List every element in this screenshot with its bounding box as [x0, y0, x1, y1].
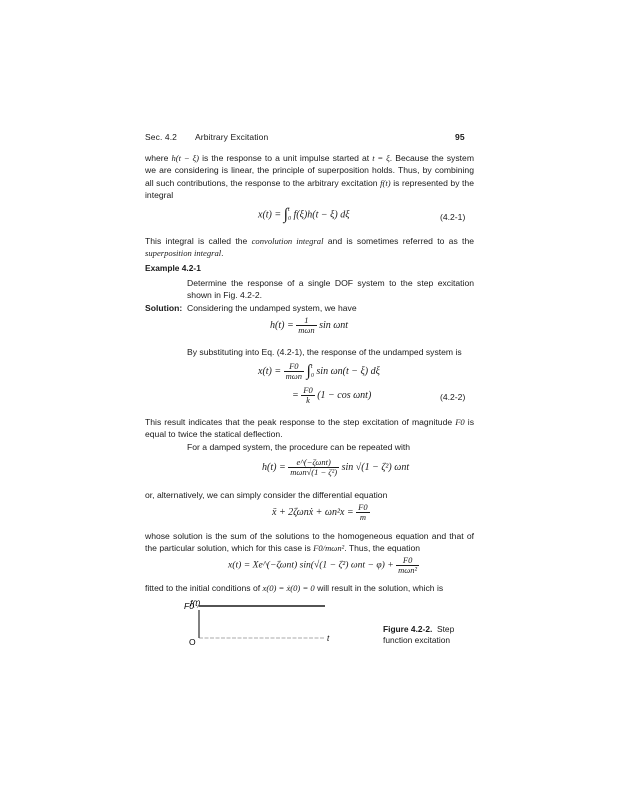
- text-run: This integral is called the: [145, 236, 252, 246]
- solution-label: Solution:: [145, 303, 183, 313]
- fraction-denominator: mωn: [298, 325, 315, 335]
- equation-number: (4.2-2): [440, 392, 466, 402]
- math-inline: F0: [455, 417, 465, 427]
- equation-undamped-result: [292, 386, 371, 405]
- equation-undamped-integral: [258, 362, 380, 381]
- integral-lower-limit: 0: [288, 216, 292, 222]
- math-inline: F0/mωn²: [313, 543, 345, 554]
- fraction: [288, 458, 339, 477]
- fraction-numerator: 1: [296, 316, 316, 326]
- fraction: [301, 386, 314, 405]
- text-run: . Because the system we are considering is linear, the principle of superposition holds. Thus, by combining all such contributions, the response to the arbitrary excitation: [145, 153, 474, 188]
- math-inline: f(t): [380, 177, 391, 188]
- equation-lhs: h(t) =: [270, 319, 294, 331]
- paragraph-initial-conditions: [145, 582, 474, 594]
- paragraph-peak-response: [145, 416, 474, 441]
- text-run: This result indicates that the peak response to the step excitation of magnitude: [145, 417, 456, 427]
- fraction-denominator: m: [359, 512, 366, 522]
- section-number: Sec. 4.2: [145, 132, 177, 142]
- text-run: fitted to the initial conditions of: [145, 583, 263, 593]
- equation-lhs: =: [292, 389, 299, 401]
- integral-upper-limit: t: [310, 363, 313, 370]
- text-run: . Thus, the equation: [344, 543, 421, 554]
- section-title: Arbitrary Excitation: [195, 132, 269, 142]
- integral-sign: ∫: [283, 206, 289, 223]
- integral-upper-limit: t: [288, 207, 290, 213]
- equation-differential: [272, 503, 370, 522]
- text-run: is the response to a unit impulse started at: [199, 153, 373, 163]
- equation-damped-impulse-response: [262, 458, 409, 477]
- fraction: [396, 556, 419, 575]
- figure-level-label: F0: [184, 601, 194, 611]
- page-number: 95: [455, 132, 465, 142]
- math-inline: t = ξ: [372, 153, 390, 163]
- equation-number: (4.2-1): [440, 212, 466, 222]
- text-run: where: [145, 153, 172, 163]
- integral-lower-limit: 0: [310, 372, 314, 379]
- paragraph-convolution-definition: [145, 235, 474, 260]
- figure-y-axis-label: f(t): [190, 598, 201, 608]
- fraction-numerator: F0: [396, 556, 419, 566]
- text-run: is equal to twice the statical deflection.: [145, 417, 475, 440]
- text-run: will result in the solution, which is: [314, 583, 444, 593]
- figure-x-axis-label: t: [327, 634, 330, 643]
- integral-sign: ∫: [306, 362, 311, 380]
- example-heading: Example 4.2-1: [145, 263, 201, 273]
- equation-rhs: sin ωnt: [319, 319, 349, 331]
- fraction: [284, 362, 304, 381]
- paragraph-substitution: By substituting into Eq. (4.2-1), the response of the undamped system is: [187, 347, 462, 357]
- figure-caption-text: Step function excitation: [383, 624, 455, 645]
- text-run: whose solution is the sum of the solutions to the homogeneous equation and that of the particular solution, which for this case is: [145, 531, 474, 554]
- equation-lhs: x(t) =: [258, 365, 282, 377]
- term-superposition-integral: superposition integral: [145, 248, 222, 259]
- text-run: is represented by the integral: [145, 177, 474, 201]
- example-statement: Determine the response of a single DOF system to the step excitation shown in Fig. 4.2-2.: [187, 278, 474, 301]
- paragraph-solution-sum: [145, 530, 474, 555]
- equation-impulse-response: [270, 316, 348, 335]
- fraction-denominator: mωn: [285, 371, 303, 381]
- figure-origin-label: O: [189, 637, 196, 647]
- equation-general-solution: [228, 556, 419, 575]
- equation-convolution: [258, 206, 350, 224]
- fraction-denominator: k: [306, 395, 310, 405]
- paragraph-alternative: or, alternatively, we can simply consider the differential equation: [145, 490, 388, 500]
- fraction-numerator: F0: [303, 385, 313, 395]
- integrand: f(ξ)h(t − ξ) dξ: [293, 209, 350, 221]
- text-run: .: [221, 248, 224, 259]
- fraction-numerator: F0: [284, 362, 304, 372]
- figure-caption-label: Figure 4.2-2.: [383, 624, 433, 634]
- paragraph-superposition: [145, 152, 474, 202]
- equation-rhs: (1 − cos ωnt): [317, 389, 372, 401]
- fraction-denominator: mωn√(1 − ζ²): [290, 467, 338, 477]
- text-run: and is sometimes referred to as the: [323, 236, 474, 246]
- equation-lhs: x(t) = Xe^(−ζωnt) sin(√(1 − ζ²) ωnt − φ) +: [228, 559, 394, 571]
- math-inline: h(t − ξ): [171, 153, 200, 163]
- equation-lhs: ẍ + 2ζωnẋ + ωn²x =: [272, 506, 354, 518]
- term-convolution-integral: convolution integral: [251, 236, 324, 246]
- figure-step-function: [170, 596, 350, 658]
- paragraph-damped-system: For a damped system, the procedure can be repeated with: [187, 442, 411, 452]
- fraction-numerator: F0: [358, 502, 368, 512]
- fraction-numerator: e^(−ζωnt): [288, 458, 339, 468]
- figure-caption: [383, 624, 473, 646]
- equation-rhs: sin √(1 − ζ²) ωnt: [341, 461, 410, 473]
- fraction: [296, 316, 316, 335]
- math-inline: x(0) = ẋ(0) = 0: [262, 583, 315, 593]
- integrand: sin ωn(t − ξ) dξ: [316, 365, 380, 377]
- equation-lhs: x(t) =: [258, 209, 282, 221]
- fraction-denominator: mωn²: [398, 565, 418, 575]
- text-run: Considering the undamped system, we have: [187, 303, 357, 313]
- fraction: [356, 503, 369, 522]
- solution-line: [145, 302, 474, 314]
- equation-lhs: h(t) =: [262, 461, 286, 473]
